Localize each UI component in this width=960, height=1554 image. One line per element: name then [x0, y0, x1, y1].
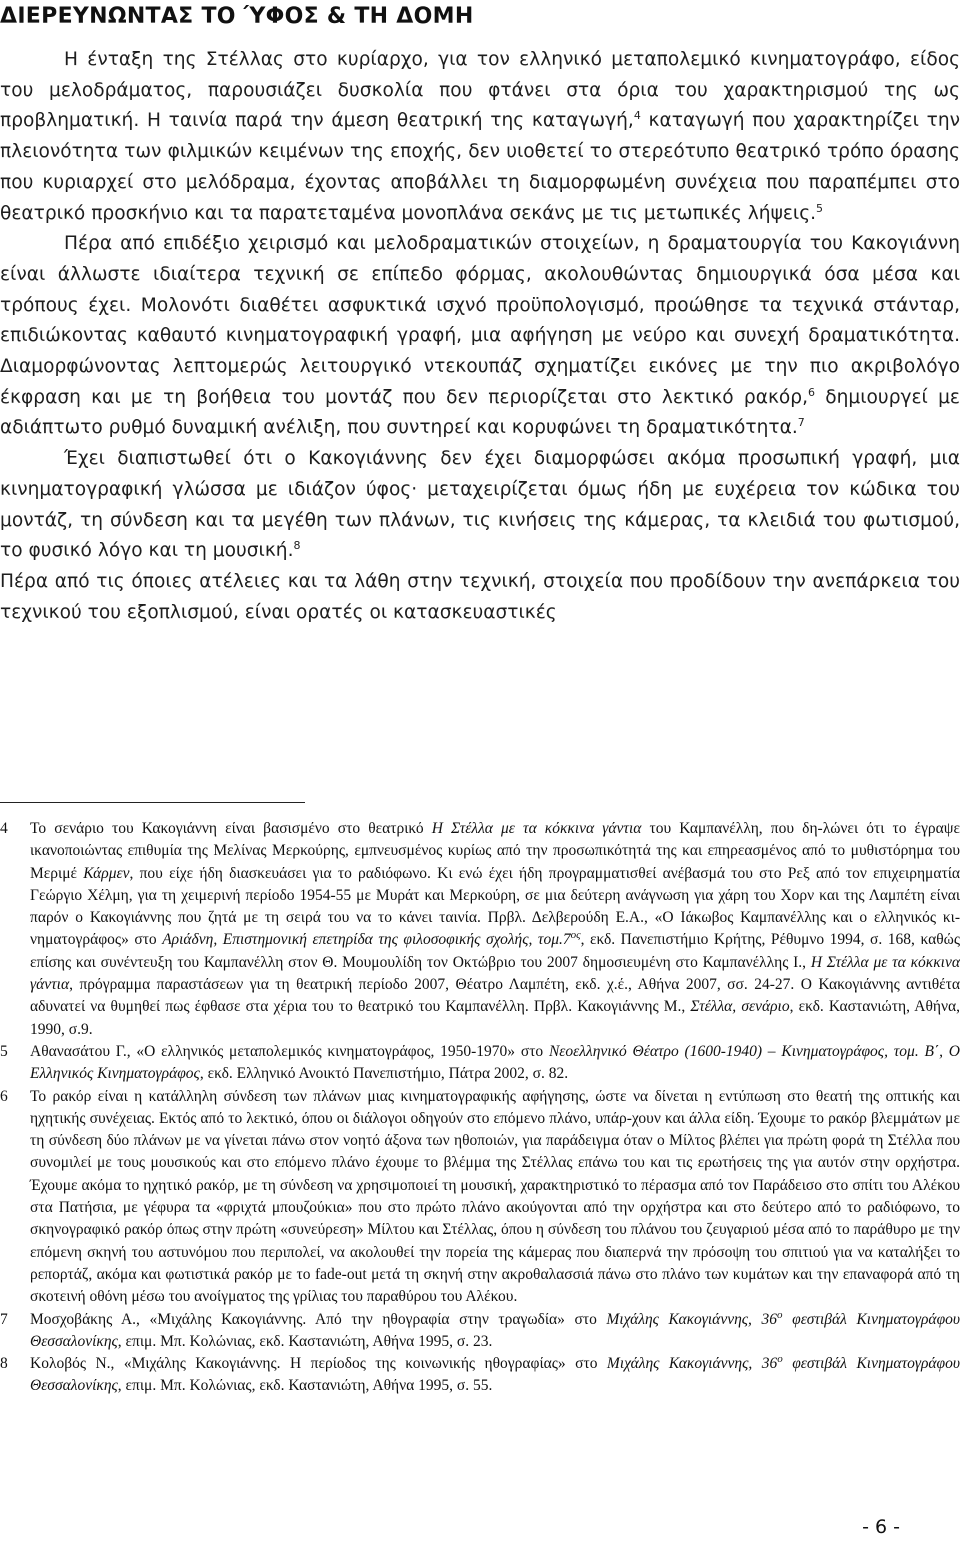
paragraph-4 — [0, 567, 960, 628]
paragraph-text: Η ένταξη της Στέλλας στο κυρίαρχο, για τον ελληνικό μεταπολεμικό κινηματογράφο, είδος του μελοδράματος, παρουσιάζει δυσκολία που φτάνει στα όρια του χαρακτηρισμού της ως προβληματική. Η ταινία παρά την άμεση θεατρική της καταγωγή, — [0, 49, 960, 132]
footnote-number: 8 — [0, 1355, 8, 1373]
footnote-text: Το ρακόρ είναι η κατάλληλη σύνδεση των πλάνων μιας κινηματογραφικής αφήγησης, ώστε να δίνεται η εντύπωση στο θεατή της οπτικής και ηχητικής συνέχειας. Εκτός από το λεκτικό, όπου οι διάλογοι οδηγούν στο επόμενο πλάνο, υπάρ-χουν και άλλα είδη. Έχουμε το ρακόρ βλεμμάτων με τη σύνδεση δύο πλάνων με να γίνεται πάνω στον νοητό άξονα των ηθοποιών, για παράδειγμα όταν ο Μίλτος βλέπει για πρώτη φορά τη Στέλλα που συνομιλεί με τους μουσικούς και στο επόμενο πλάνο έχουμε το βλέμμα της Στέλλας επάνω του και τις ερωτήσεις της για αυτόν στην ορχήστρα. Έχουμε ακόμα το ηχητικό ρακόρ, με τη σύνδεση να χρησιμοποιεί τη μουσική, χαρακτηριστικό το πέρασμα από τον Παράδεισο στο σπίτι του Αλέκου στα Πατήσια, με γέφυρα τα «φριχτά μπουζούκια» που στο πρώτο πλάνο ακούγονται από την ορχήστρα και στο δεύτερο από το ραδιόφωνο, το σκηνογραφικό ρακόρ όπως στην πρώτη «συνεύρεση» Μίλτου και Στέλλας, όπου η σύνδεση του πλάνου του ζευγαριού μέσα από το παράθυρο με την επόμενη σκηνή του αστυνόμου που περιπολεί, να ακολουθεί την πορεία της κάμερας που διαπερνά την πρόσοψη του σπιτιού για να καταλήξει το ρεπορτάζ, ακόμα και φωτιστικά ρακόρ με το fade-out μετά τη σκηνή στην ακροθαλασσιά πάνω στο πλάνο των κυμάτων και την επαναφορά από τη σκοτεινή οθόνη μέσω του ανοίγματος της γρίλιας του παραθύρου του Αλέκου. — [30, 1087, 960, 1306]
paragraph-3 — [0, 444, 960, 567]
paragraph-1 — [0, 45, 960, 229]
footnote-8 — [0, 1353, 960, 1398]
footnote-number: 7 — [0, 1310, 8, 1328]
paragraph-text: Έχει διαπιστωθεί ότι ο Κακογιάννης δεν έχει διαμορφώσει ακόμα προσωπική γραφή, μια κινηματογραφική γλώσσα με ιδιάζον ύφος· μεταχειρίζεται όμως ήδη με ευχέρεια τον κώδικα του μοντάζ, τη σύνδεση και τα μεγέθη των πλάνων, τις κινήσεις της κάμερας, τα κλειδιά του φωτισμού, το φυσικό λόγο και τη μουσική. — [0, 448, 960, 562]
footnote-5 — [0, 1041, 960, 1086]
footnote-ref[interactable]: 7 — [797, 416, 805, 430]
footnote-7 — [0, 1309, 960, 1354]
page-title: ΔΙΕΡΕΥΝΩΝΤΑΣ ΤΟ ΎΦΟΣ & ΤΗ ΔΟΜΗ — [0, 4, 474, 29]
page-number: - 6 - — [862, 1516, 900, 1538]
paragraph-2 — [0, 229, 960, 444]
paragraph-text: Πέρα από τις όποιες ατέλειες και τα λάθη στην τεχνική, στοιχεία που προδίδουν την ανεπάρκεια του τεχνικού του εξοπλισμού, είναι ορατές οι κατασκευαστικές — [0, 570, 960, 623]
footnote-text: Αθανασάτου Γ., «Ο ελληνικός μεταπολεμικός κινηματογράφος, 1950-1970» στο Νεοελληνικό Θέατρο (1600-1940) – Κινηματογράφος, τομ. Β΄, Ο Ελληνικός Κινηματογράφος, εκδ. Ελληνικό Ανοικτό Πανεπιστήμιο, Πάτρα 2002, σ. 82. — [30, 1042, 960, 1083]
footnote-text: Το σενάριο του Κακογιάννη είναι βασισμένο στο θεατρικό Η Στέλλα με τα κόκκινα γάντια του Καμπανέλλη, που δη-λώνει ότι το έγραψε ικανοποιώντας επιθυμία της Μελίνας Μερκούρης, εμπνευσμένος κυρίως από την προσωπικότητά της και επηρεασμένος από το μυθιστόρημα του Μεριμέ Κάρμεν, που είχε ήδη διασκευάσει για το ραδιόφωνο. Κι ενώ έχει ήδη προγραμματισθεί ανέβασμά του στο Ρεξ από τον επιχειρηματία Γεώργιο Χέλμη, για τη χειμερινή περίοδο 1954-55 με Μυράτ και Μερκούρη, σε μια δεύτερη ανάγνωση για χάρη του Χορν και της Λαμπέτη είναι παρόν ο Κακογιάννης που ζητά με τη σειρά του να το κάνει ταινία. Πρβλ. Δελβερούδη Ε.Α., «Ο Ιάκωβος Καμπανέλλης και ο ελληνικός κι-νηματογράφος» στο Αριάδνη, Επιστημονική επετηρίδα της φιλοσοφικής σχολής, $\tau o\mu.7^{o\varsigma}$, εκδ. Πανεπιστήμιο Κρήτης, Ρέθυμνο 1994, σ. 168, καθώς επίσης και συνέντευξη του Καμπανέλλη στον Θ. Μουμουλίδη τον Οκτώβριο του 2007 δημοσιευμένη στο Καμπανέλλης Ι., Η Στέλλα με τα κόκκινα γάντια, πρόγραμμα παραστάσεων για τη θεατρική περίοδο 2007, Θέατρο Λαμπέτη, εκδ. χ.έ., Αθήνα 2007, σσ. 24-27. Ο Κακογιάννης αντιθέτα αδυνατεί να θυμηθεί πως έφθασε στα χέρια του το θεατρικό του Καμπανέλλη. Πρβλ. Κακογιάννης Μ., Στέλλα, σενάριο, εκδ. Καστανιώτη, Αθήνα, 1990, σ.9. — [30, 820, 960, 1038]
footnote-4 — [0, 818, 960, 1041]
paragraph-text: καταγωγή που χαρακτηρίζει την πλειονότητα των φιλμικών κειμένων της εποχής, δεν υιοθετεί το στερεότυπο θεατρικό τρόπο όρασης που κυριαρχεί στο μελόδραμα, έχοντας αποβάλλει τη διαμορφωμένη συνέχεια που παραπέμπει στο θεατρικό προσκήνιο και τα παρατεταμένα μονοπλάνα σεκάνς με τις μετωπικές λήψεις. — [0, 110, 960, 224]
footnote-6 — [0, 1086, 960, 1309]
footnotes — [0, 818, 960, 1398]
footnote-ref[interactable]: 8 — [293, 539, 301, 553]
body-text — [0, 45, 960, 628]
footnote-separator — [0, 802, 305, 803]
paragraph-text: δημιουργεί με αδιάπτωτο ρυθμό δυναμική ανέλιξη, που συντηρεί και κορυφώνει τη δραματικότητα. — [0, 386, 960, 439]
footnote-text: Μοσχοβάκης Α., «Μιχάλης Κακογιάννης. Από την ηθογραφία στην τραγωδία» στο Μιχάλης Κακογιάννης, $36^o$ φεστιβάλ Κινηματογράφου Θεσσαλονίκης, επιμ. Μπ. Κολώνιας, εκδ. Καστανιώτη, Αθήνα 1995, σ. 23. — [30, 1308, 960, 1350]
footnote-ref[interactable]: 4 — [633, 109, 641, 123]
footnote-text: Κολοβός Ν., «Μιχάλης Κακογιάννης. Η περίοδος της κοινωνικής ηθογραφίας» στο Μιχάλης Κακογιάννης, $36^o$ φεστιβάλ Κινηματογράφου Θεσσαλονίκης, επιμ. Μπ. Κολώνιας, εκδ. Καστανιώτη, Αθήνα 1995, σ. 55. — [30, 1352, 960, 1395]
footnote-number: 6 — [0, 1087, 8, 1105]
footnote-number: 5 — [0, 1042, 8, 1060]
footnote-ref[interactable]: 5 — [816, 201, 824, 215]
paragraph-text: Πέρα από επιδέξιο χειρισμό και μελοδραματικών στοιχείων, η δραματουργία του Κακογιάννη είναι άλλωστε ιδιαίτερα τεχνική σε επίπεδο φόρμας, ακολουθώντας δημιουργικά όσα μέσα και τρόπους έχει. Μολονότι διαθέτει ασφυκτικά ισχνό προϋπολογισμό, προώθησε τα τεχνικά στάνταρ, επιδιώκοντας καθαυτό κινηματογραφική γραφή, μια αφήγηση με νεύρο και συνεχή δραματικότητα. Διαμορφώνοντας λεπτομερώς λειτουργικό ντεκουπάζ σχηματίζει εικόνες με την πιο ακριβολόγο έκφραση και με τη βοήθεια του μοντάζ που δεν περιορίζεται στο λεκτικό ρακόρ, — [0, 233, 960, 408]
footnote-number: 4 — [0, 820, 8, 837]
footnote-ref[interactable]: 6 — [808, 385, 816, 399]
